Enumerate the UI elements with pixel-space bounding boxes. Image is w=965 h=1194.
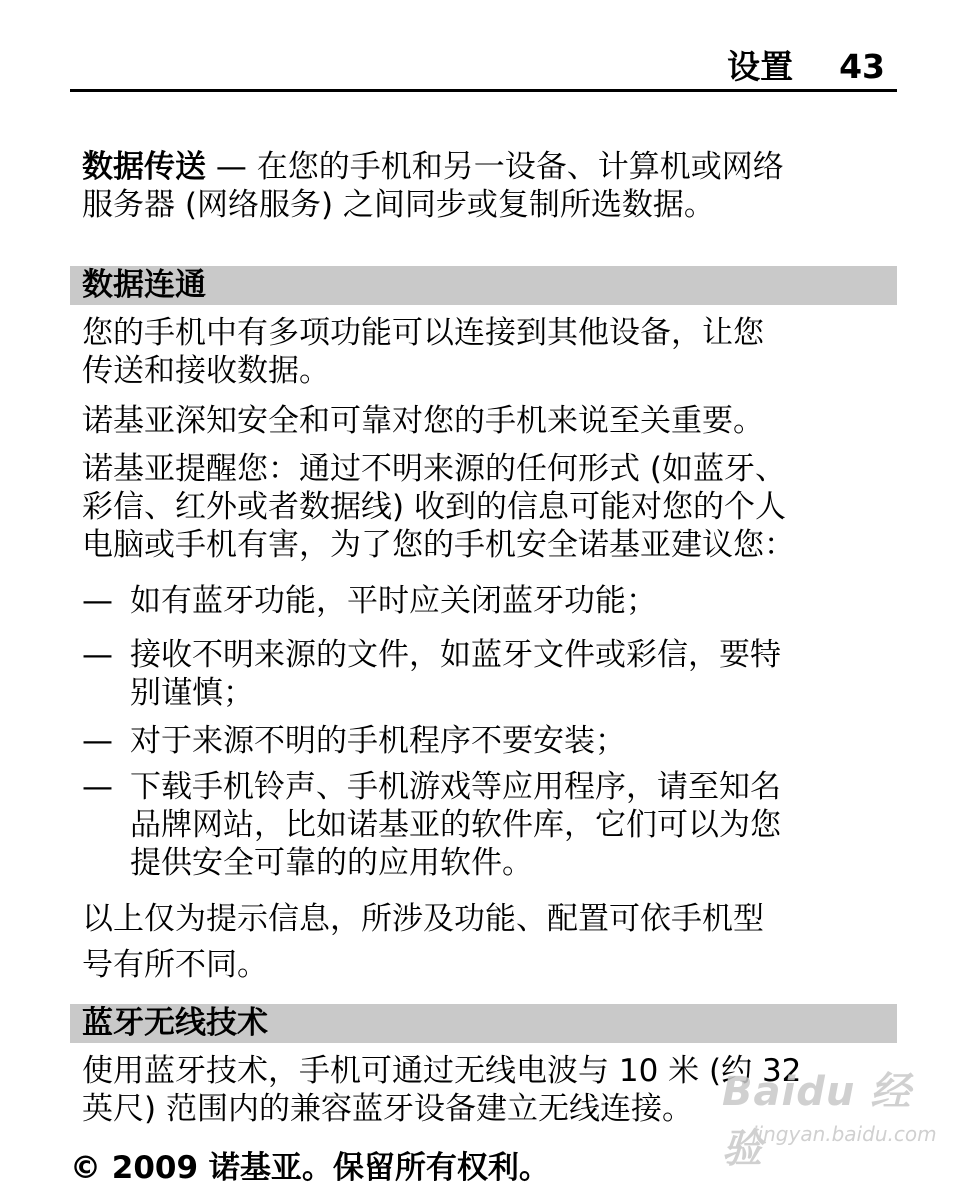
- bullet-dash: —: [82, 723, 113, 759]
- text-line: 下载手机铃声、手机游戏等应用程序，请至知名: [130, 769, 781, 805]
- bullet-text: [130, 722, 897, 760]
- intro-paragraph: [82, 148, 897, 224]
- paragraph-security-importance: [82, 402, 897, 440]
- intro-term: 数据传送: [82, 149, 206, 185]
- text-line: 彩信、红外或者数据线) 收到的信息可能对您的个人: [82, 489, 786, 525]
- copyright-footer: © 2009 诺基亚。保留所有权利。: [70, 1150, 550, 1186]
- bullet-item: [82, 636, 897, 712]
- watermark-url: jingyan.baidu.com: [752, 1122, 937, 1146]
- bullet-dash: —: [82, 583, 113, 619]
- paragraph-bluetooth-intro: [82, 1052, 897, 1128]
- text-line: 英尺) 范围内的兼容蓝牙设备建立无线连接。: [82, 1091, 693, 1127]
- text-line: 品牌网站，比如诺基亚的软件库，它们可以为您: [130, 807, 781, 843]
- text-line: 对于来源不明的手机程序不要安装；: [130, 723, 626, 759]
- text-line: 使用蓝牙技术，手机可通过无线电波与 10 米 (约 32: [82, 1053, 802, 1089]
- bullet-item: [82, 722, 897, 760]
- paragraph-connectivity-intro: [82, 314, 897, 390]
- section-title-bluetooth: 蓝牙无线技术: [82, 1005, 268, 1041]
- bullet-text: [130, 636, 897, 712]
- text-line: 以上仅为提示信息，所涉及功能、配置可依手机型: [82, 901, 764, 937]
- bullet-text: [130, 768, 897, 882]
- text-line: 传送和接收数据。: [82, 353, 330, 389]
- bullet-dash: —: [82, 769, 113, 805]
- bullet-dash: —: [82, 637, 113, 673]
- paragraph-disclaimer: [82, 896, 897, 988]
- watermark-logo-text: Baidu 经验: [722, 1069, 912, 1172]
- text-line: 诺基亚深知安全和可靠对您的手机来说至关重要。: [82, 403, 764, 439]
- header-section-title: 设置: [727, 47, 794, 86]
- text-line: 诺基亚提醒您：通过不明来源的任何形式 (如蓝牙、: [82, 451, 786, 487]
- text-line: 提供安全可靠的的应用软件。: [130, 845, 533, 881]
- text-line: 号有所不同。: [82, 947, 268, 983]
- section-heading-bar: [70, 1004, 897, 1043]
- text-line: 别谨慎；: [130, 675, 254, 711]
- text-line: 接收不明来源的文件，如蓝牙文件或彩信，要特: [130, 637, 781, 673]
- header-page-number: 43: [839, 47, 885, 86]
- bullet-item: [82, 768, 897, 882]
- intro-line-2: 服务器 (网络服务) 之间同步或复制所选数据。: [82, 187, 715, 223]
- text-line: 电脑或手机有害，为了您的手机安全诺基亚建议您：: [82, 527, 795, 563]
- section-title-data-connectivity: 数据连通: [82, 267, 206, 303]
- text-line: 您的手机中有多项功能可以连接到其他设备，让您: [82, 315, 764, 351]
- intro-line-1: — 在您的手机和另一设备、计算机或网络: [206, 149, 784, 185]
- running-header: [70, 48, 897, 92]
- section-heading-bar: [70, 266, 897, 305]
- paragraph-security-warning: [82, 450, 897, 564]
- text-line: 如有蓝牙功能，平时应关闭蓝牙功能；: [130, 583, 657, 619]
- bullet-item: [82, 582, 897, 620]
- bullet-text: [130, 582, 897, 620]
